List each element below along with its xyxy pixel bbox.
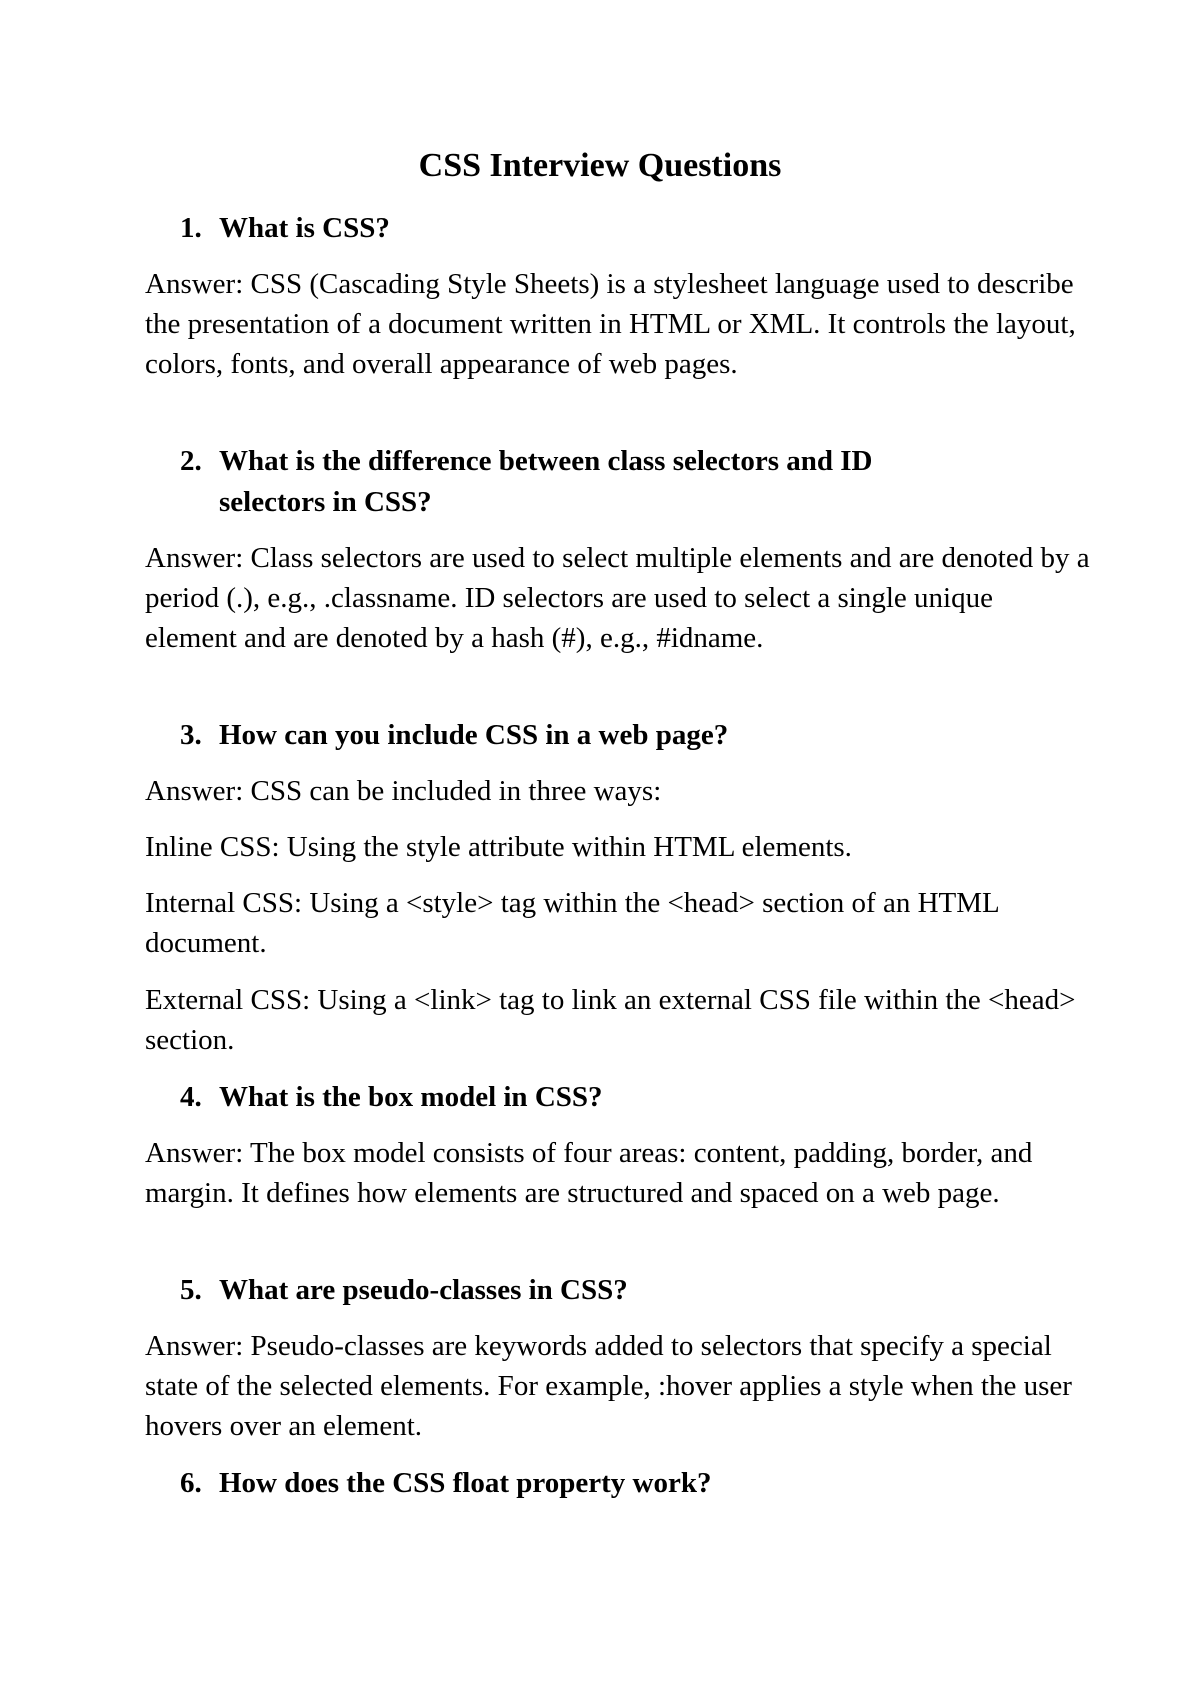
question-4-heading (180, 1077, 980, 1118)
question-text: What is the difference between class selectors and ID selectors in CSS? (219, 445, 873, 518)
question-number: 4. (180, 1081, 202, 1113)
question-text: How does the CSS float property work? (219, 1467, 712, 1499)
question-text: What are pseudo-classes in CSS? (219, 1274, 628, 1306)
question-text: What is the box model in CSS? (219, 1081, 603, 1113)
answer-3-intro: Answer: CSS can be included in three ways: (145, 775, 662, 807)
question-number: 5. (180, 1274, 202, 1306)
question-number: 6. (180, 1467, 202, 1499)
question-number: 1. (180, 212, 202, 244)
question-3-heading (180, 715, 980, 756)
answer-3-external-css: External CSS: Using a <link> tag to link an external CSS file within the <head> section. (145, 984, 1076, 1056)
answer-3-inline-css: Inline CSS: Using the style attribute within HTML elements. (145, 831, 852, 863)
question-5-heading (180, 1270, 980, 1311)
question-number: 2. (180, 445, 202, 477)
question-text: How can you include CSS in a web page? (219, 719, 729, 751)
answer-1: Answer: CSS (Cascading Style Sheets) is a stylesheet language used to describe the presentation of a document written in HTML or XML. It controls the layout, colors, fonts, and overall appearance of web pages. (145, 268, 1076, 380)
question-1-heading (180, 208, 980, 249)
answer-2: Answer: Class selectors are used to select multiple elements and are denoted by a period (.), e.g., .classname. ID selectors are used to select a single unique element and are denoted by a hash (#), e.g., #idname. (145, 542, 1090, 654)
question-2-heading (180, 441, 980, 523)
question-6-heading (180, 1463, 980, 1504)
answer-3-internal-css: Internal CSS: Using a <style> tag within the <head> section of an HTML document. (145, 887, 999, 959)
answer-4: Answer: The box model consists of four areas: content, padding, border, and margin. It defines how elements are structured and spaced on a web page. (145, 1137, 1033, 1209)
document-title: CSS Interview Questions (418, 147, 782, 184)
question-number: 3. (180, 719, 202, 751)
question-text: What is CSS? (219, 212, 390, 244)
answer-5: Answer: Pseudo-classes are keywords added to selectors that specify a special state of the selected elements. For example, :hover applies a style when the user hovers over an element. (145, 1330, 1072, 1442)
